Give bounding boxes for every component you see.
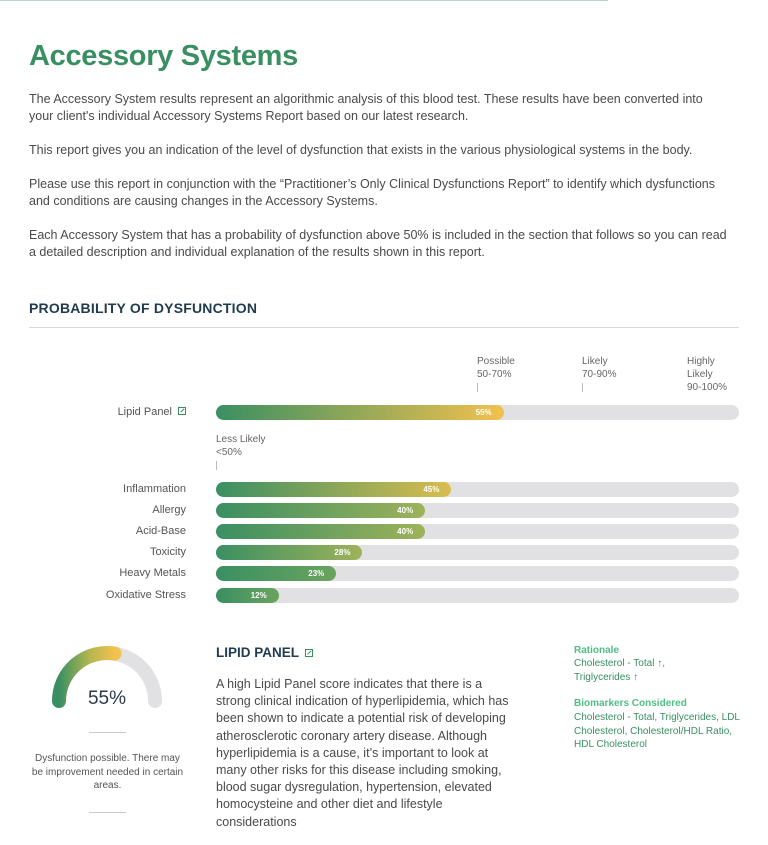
bar-track [216,588,739,603]
intro-paragraph: The Accessory System results represent an algorithmic analysis of this blood test. These results have been converted into your client's individual Accessory Systems Report based on our latest research. [29,92,703,123]
top-divider [0,0,608,1]
bar-label [152,503,186,518]
bar-fill [216,545,362,560]
legend-range: 50-70% [477,369,512,380]
bar-label-text: Lipid Panel [117,406,172,418]
gauge-note: Dysfunction possible. There may be improvement needed in certain areas. [31,753,184,791]
bar-value: 12% [250,591,267,600]
legend-range: <50% [216,447,242,458]
legend-highly-likely [687,355,727,394]
rationale-title: Rationale [574,645,620,656]
bar-value: 40% [397,527,414,536]
legend-less-likely [216,433,265,470]
bar-row [0,588,768,603]
bar-fill [216,566,336,581]
intro-text [29,91,729,278]
bar-label-text: Heavy Metals [119,567,186,579]
page-title: Accessory Systems [29,40,298,72]
legend-range: 70-90% [582,369,617,380]
bar-row [0,545,768,560]
bar-track [216,566,739,581]
bar-track [216,503,739,518]
intro-paragraph: Please use this report in conjunction with the “Practitioner’s Only Clinical Dysfunctions Report” to identify which dysfunctions and conditions are causing changes in the Accessory Systems. [29,177,715,208]
section-title: PROBABILITY OF DYSFUNCTION [29,300,258,316]
legend-label: Likely [582,356,608,367]
bar-label [106,588,186,603]
intro-paragraph: This report gives you an indication of the level of dysfunction that exists in the various physiological systems in the body. [29,143,693,157]
bar-row [0,482,768,497]
biomarkers-text: Cholesterol - Total, Triglycerides, LDL Cholesterol, Cholesterol/HDL Ratio, HDL Cholesterol [574,712,740,750]
bar-label-text: Allergy [152,504,186,516]
bar-label [150,545,186,560]
legend-range: 90-100% [687,382,728,393]
bar-fill [216,405,504,420]
lipid-panel-heading[interactable] [216,645,313,660]
legend-label: Less Likely [216,434,266,445]
bar-track [216,524,739,539]
legend-label: Highly [687,356,715,367]
legend-likely [582,355,616,392]
bar-row[interactable] [0,405,768,420]
intro-paragraph: Each Accessory System that has a probability of dysfunction above 50% is included in the section that follows so you can read a detailed description and individual explanation of the results shown in this report. [29,228,727,259]
bar-value: 40% [397,506,414,515]
heading-text: LIPID PANEL [216,645,300,660]
lipid-panel-description: A high Lipid Panel score indicates that there is a strong clinical indication of hyperlipidemia, which has been shown to indicate a potential risk of developing atherosclerotic coronary artery disease. Although hyperlipidemia is a cause, it’s important to look at many other risks for this disease including smoking, blood sugar dysregulation, hypertension, elevated homocysteine and other diet and lifestyle considerations [216,677,509,829]
section-divider [29,327,739,328]
bar-row [0,524,768,539]
bar-track [216,405,739,420]
external-link-icon[interactable] [178,407,186,415]
legend-label: Possible [477,356,515,367]
bar-label [123,482,186,497]
bar-label-text: Oxidative Stress [105,589,186,601]
legend-label: Likely [687,369,713,380]
bar-label-text: Toxicity [149,546,186,558]
bar-label [119,566,186,581]
bar-label [136,524,186,539]
divider [89,812,126,813]
biomarkers-title: Biomarkers Considered [574,698,687,709]
legend-possible [477,355,515,392]
divider [89,732,126,733]
bar-value: 28% [334,548,351,557]
external-link-icon[interactable] [305,649,313,657]
gauge-value: 55% [87,688,127,709]
bar-fill [216,482,451,497]
bar-track [216,482,739,497]
bar-value: 23% [308,569,325,578]
bar-label-text: Inflammation [123,483,186,495]
bar-value: 45% [423,485,440,494]
rationale-text: Cholesterol - Total ↑, Triglycerides ↑ [574,658,665,683]
bar-fill [216,588,279,603]
bar-row [0,566,768,581]
bar-value: 55% [475,408,492,417]
bar-label [118,405,186,420]
bar-track [216,545,739,560]
bar-fill [216,503,425,518]
bar-fill [216,524,425,539]
bar-row [0,503,768,518]
bar-label-text: Acid-Base [135,525,186,537]
